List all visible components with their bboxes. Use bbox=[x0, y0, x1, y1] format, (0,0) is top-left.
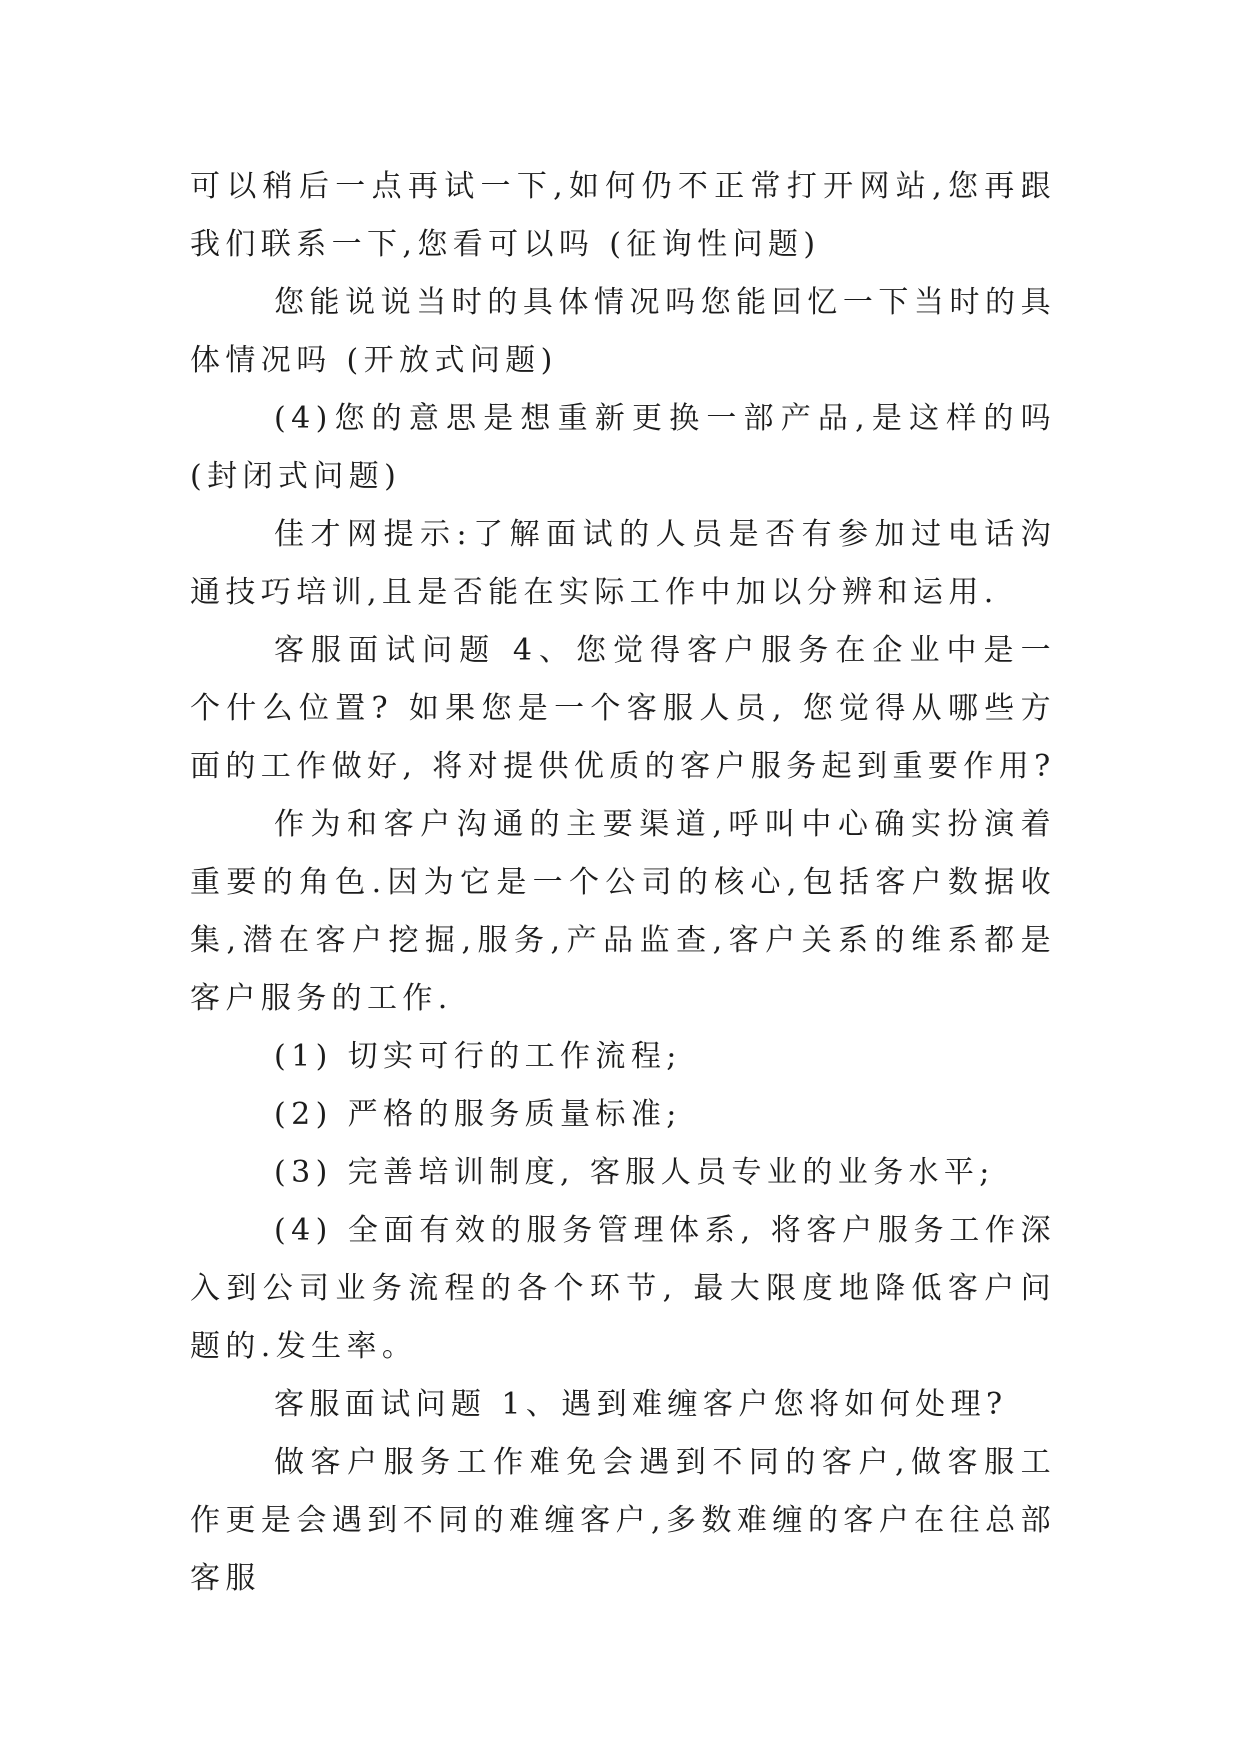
paragraph-4: 佳才网提示:了解面试的人员是否有参加过电话沟通技巧培训,且是否能在实际工作中加以分辨和运用. bbox=[190, 517, 1056, 610]
paragraph-5: 客服面试问题 4、您觉得客户服务在企业中是一个什么位置? 如果您是一个客服人员, 您觉得从哪些方面的工作做好, 将对提供优质的客户服务起到重要作用? bbox=[190, 633, 1056, 784]
paragraph-6: 作为和客户沟通的主要渠道,呼叫中心确实扮演着重要的角色.因为它是一个公司的核心,包括客户数据收集,潜在客户挖掘,服务,产品监查,客户关系的维系都是客户服务的工作. bbox=[190, 807, 1056, 1016]
document-page bbox=[190, 158, 1056, 1608]
paragraph-9: (3) 完善培训制度, 客服人员专业的业务水平; bbox=[274, 1155, 995, 1190]
paragraph-11: 客服面试问题 1、遇到难缠客户您将如何处理? bbox=[274, 1387, 1008, 1422]
paragraph-8: (2) 严格的服务质量标准; bbox=[274, 1097, 682, 1132]
paragraph-10: (4) 全面有效的服务管理体系, 将客户服务工作深入到公司业务流程的各个环节, 最大限度地降低客户问题的.发生率。 bbox=[190, 1213, 1056, 1364]
paragraph-3: (4)您的意思是想重新更换一部产品,是这样的吗 (封闭式问题) bbox=[190, 401, 1056, 494]
paragraph-2: 您能说说当时的具体情况吗您能回忆一下当时的具体情况吗 (开放式问题) bbox=[190, 285, 1056, 378]
paragraph-1: 可以稍后一点再试一下,如何仍不正常打开网站,您再跟我们联系一下,您看可以吗 (征询性问题) bbox=[190, 169, 1056, 262]
paragraph-7: (1) 切实可行的工作流程; bbox=[274, 1039, 682, 1074]
paragraph-12: 做客户服务工作难免会遇到不同的客户,做客服工作更是会遇到不同的难缠客户,多数难缠的客户在往总部客服 bbox=[190, 1445, 1056, 1596]
